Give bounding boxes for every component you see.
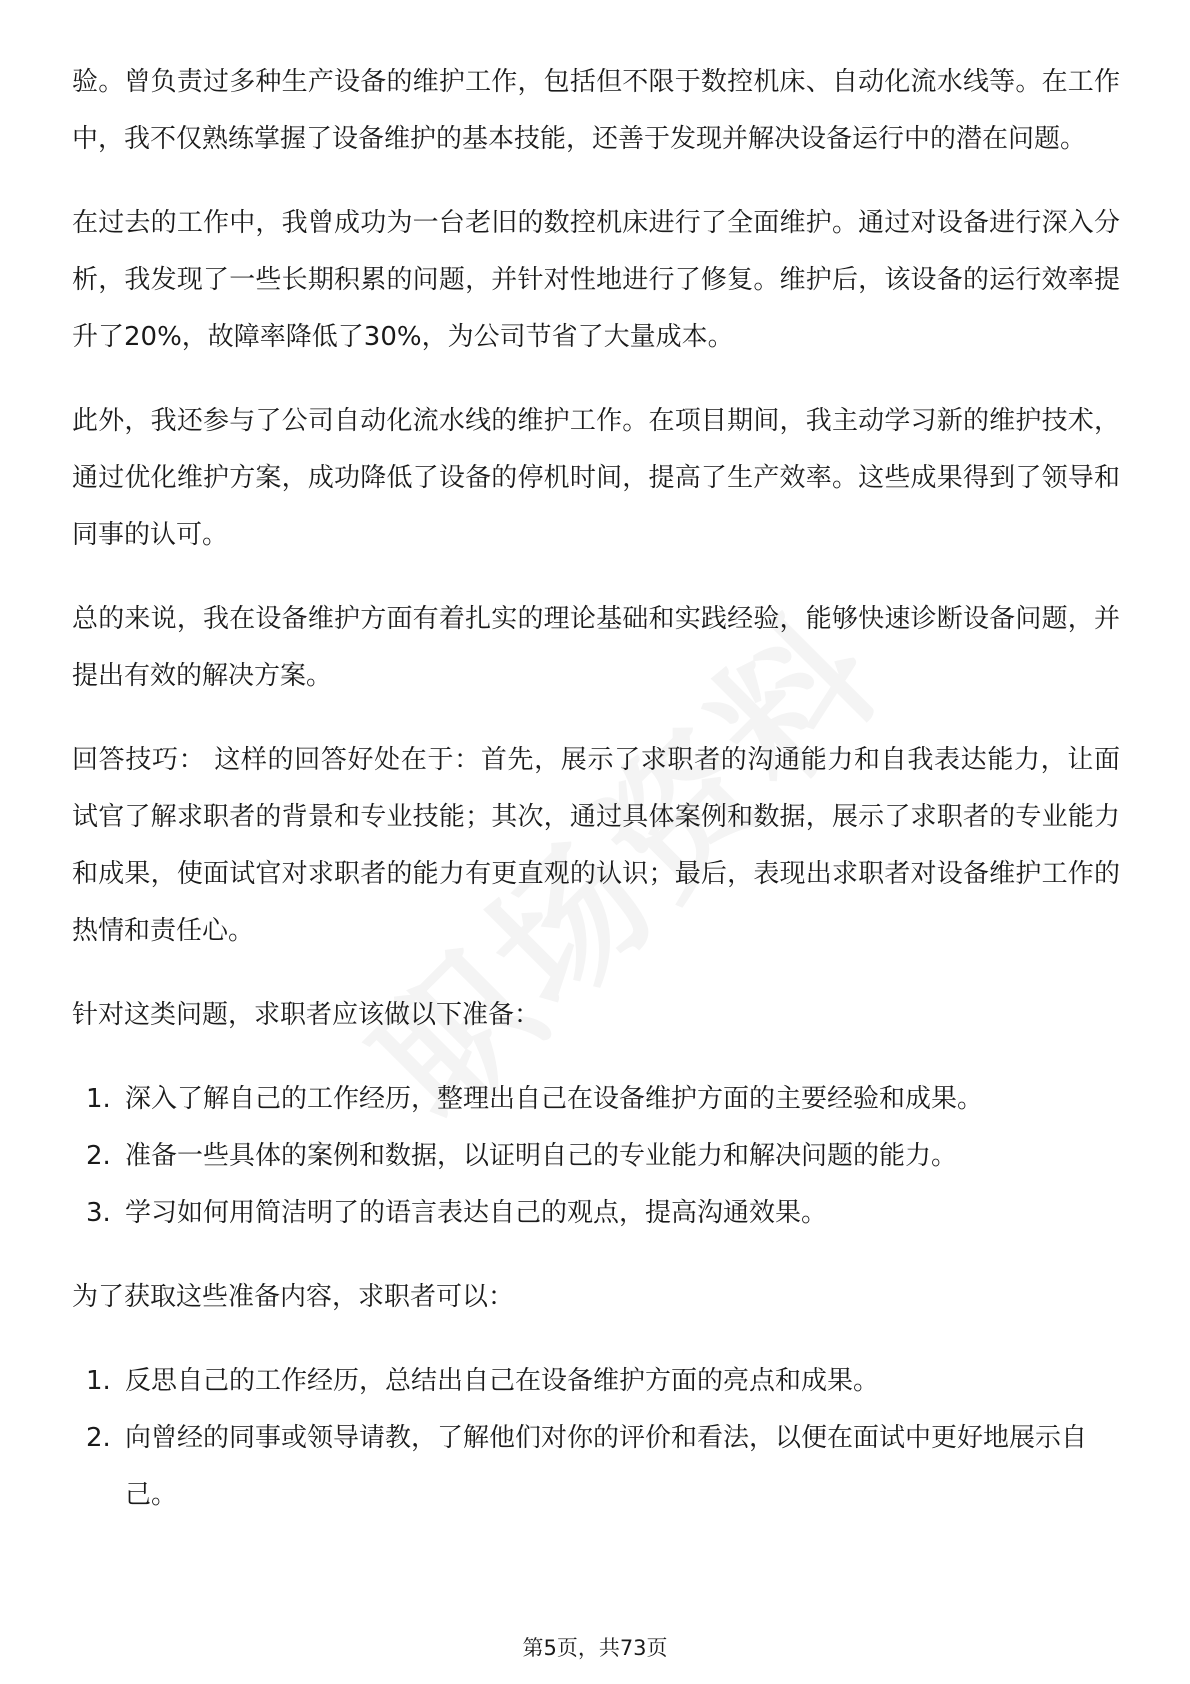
list-number: 2. [86, 1141, 111, 1171]
list-number: 1. [86, 1084, 111, 1114]
paragraph-assembly-line: 此外，我还参与了公司自动化流水线的维护工作。在项目期间，我主动学习新的维护技术，通过优化维护方案，成功降低了设备的停机时间，提高了生产效率。这些成果得到了领导和同事的认可。 [72, 406, 1120, 550]
paragraph-summary: 总的来说，我在设备维护方面有着扎实的理论基础和实践经验，能够快速诊断设备问题，并提出有效的解决方案。 [72, 604, 1120, 691]
paragraph-obtain-intro: 为了获取这些准备内容，求职者可以： [72, 1282, 515, 1312]
page-content [72, 54, 1120, 1551]
list-text: 学习如何用简洁明了的语言表达自己的观点，提高沟通效果。 [125, 1198, 828, 1228]
list-item [72, 1128, 1120, 1185]
list-text: 深入了解自己的工作经历，整理出自己在设备维护方面的主要经验和成果。 [125, 1084, 984, 1114]
list-item [72, 1353, 1120, 1410]
list-item [72, 1071, 1120, 1128]
list-item [72, 1185, 1120, 1242]
paragraph-experience: 验。曾负责过多种生产设备的维护工作，包括但不限于数控机床、自动化流水线等。在工作中，我不仅熟练掌握了设备维护的基本技能，还善于发现并解决设备运行中的潜在问题。 [72, 67, 1120, 154]
list-number: 1. [86, 1366, 111, 1396]
list-text: 反思自己的工作经历，总结出自己在设备维护方面的亮点和成果。 [125, 1366, 880, 1396]
prepare-list [72, 1071, 1120, 1242]
obtain-list [72, 1353, 1120, 1524]
paragraph-prepare-intro: 针对这类问题，求职者应该做以下准备： [72, 1000, 541, 1030]
list-number: 2. [86, 1423, 111, 1453]
page-number-footer: 第5页，共73页 [522, 1636, 668, 1660]
list-number: 3. [86, 1198, 111, 1228]
paragraph-answer-tips: 回答技巧： 这样的回答好处在于：首先，展示了求职者的沟通能力和自我表达能力，让面试官了解求职者的背景和专业技能；其次，通过具体案例和数据，展示了求职者的专业能力和成果，使面试官对求职者的能力有更直观的认识；最后，表现出求职者对设备维护工作的热情和责任心。 [72, 745, 1120, 946]
paragraph-cnc-case: 在过去的工作中，我曾成功为一台老旧的数控机床进行了全面维护。通过对设备进行深入分析，我发现了一些长期积累的问题，并针对性地进行了修复。维护后，该设备的运行效率提升了20%，故障率降低了30%，为公司节省了大量成本。 [72, 208, 1120, 352]
list-item [72, 1410, 1120, 1524]
list-text: 准备一些具体的案例和数据，以证明自己的专业能力和解决问题的能力。 [125, 1141, 958, 1171]
list-text: 向曾经的同事或领导请教，了解他们对你的评价和看法，以便在面试中更好地展示自己。 [125, 1423, 1088, 1510]
